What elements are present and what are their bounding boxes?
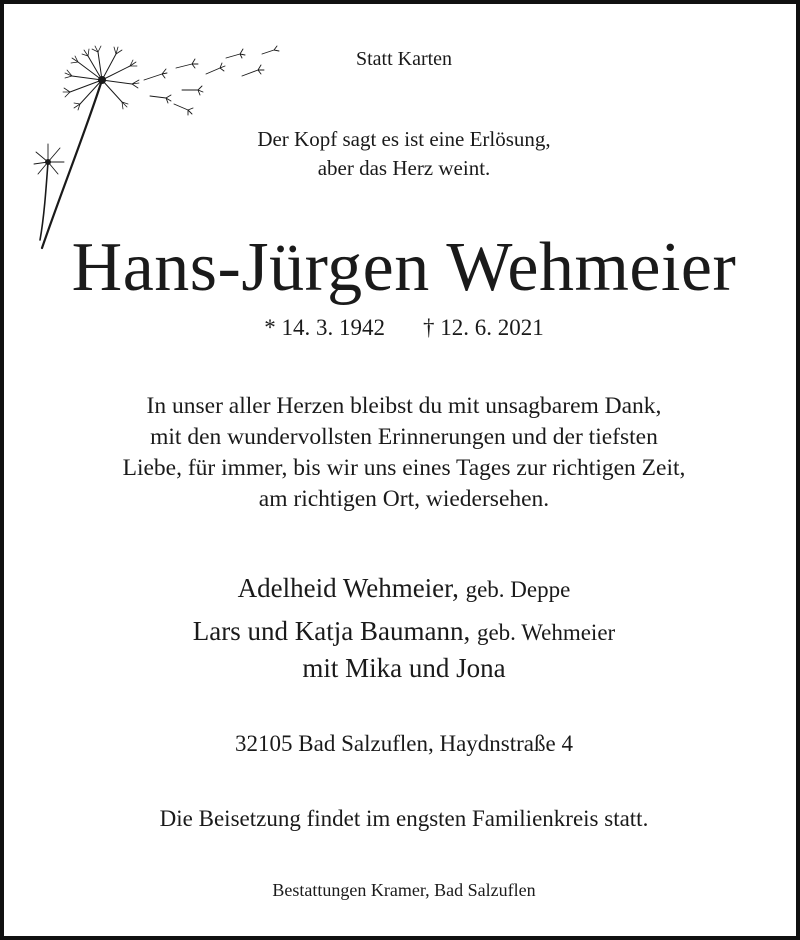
tribute-line: In unser aller Herzen bleibst du mit unsagbarem Dank, [146, 393, 662, 419]
deceased-name: Hans-Jürgen Wehmeier [71, 229, 737, 306]
tribute-line: mit den wundervollsten Erinnerungen und der tiefsten [150, 424, 658, 450]
life-dates [4, 315, 800, 341]
funeral-info: Die Beisetzung findet im engsten Familienkreis statt. [159, 806, 649, 831]
family-address: 32105 Bad Salzuflen, Haydnstraße 4 [235, 731, 573, 756]
tribute-line: Liebe, für immer, bis wir uns eines Tages zur richtigen Zeit, [122, 455, 686, 481]
mourner-line [4, 651, 800, 685]
header-note: Statt Karten [355, 48, 453, 70]
tribute-line: am richtigen Ort, wiedersehen. [258, 486, 550, 512]
mourner-name: Lars und Katja Baumann, [192, 616, 471, 646]
mourner-line [4, 614, 800, 650]
motto-line: aber das Herz weint. [317, 156, 491, 180]
mourner-name: mit Mika und Jona [302, 653, 506, 683]
birth-date: * 14. 3. 1942 [264, 315, 385, 340]
death-date: † 12. 6. 2021 [423, 315, 544, 340]
undertaker-credit: Bestattungen Kramer, Bad Salzuflen [272, 880, 536, 900]
mourner-maiden-name: geb. Deppe [465, 577, 571, 602]
motto-line: Der Kopf sagt es ist eine Erlösung, [257, 127, 551, 151]
mourner-name: Adelheid Wehmeier, [237, 573, 459, 603]
mourner-maiden-name: geb. Wehmeier [476, 620, 616, 645]
mourner-line [4, 571, 800, 607]
